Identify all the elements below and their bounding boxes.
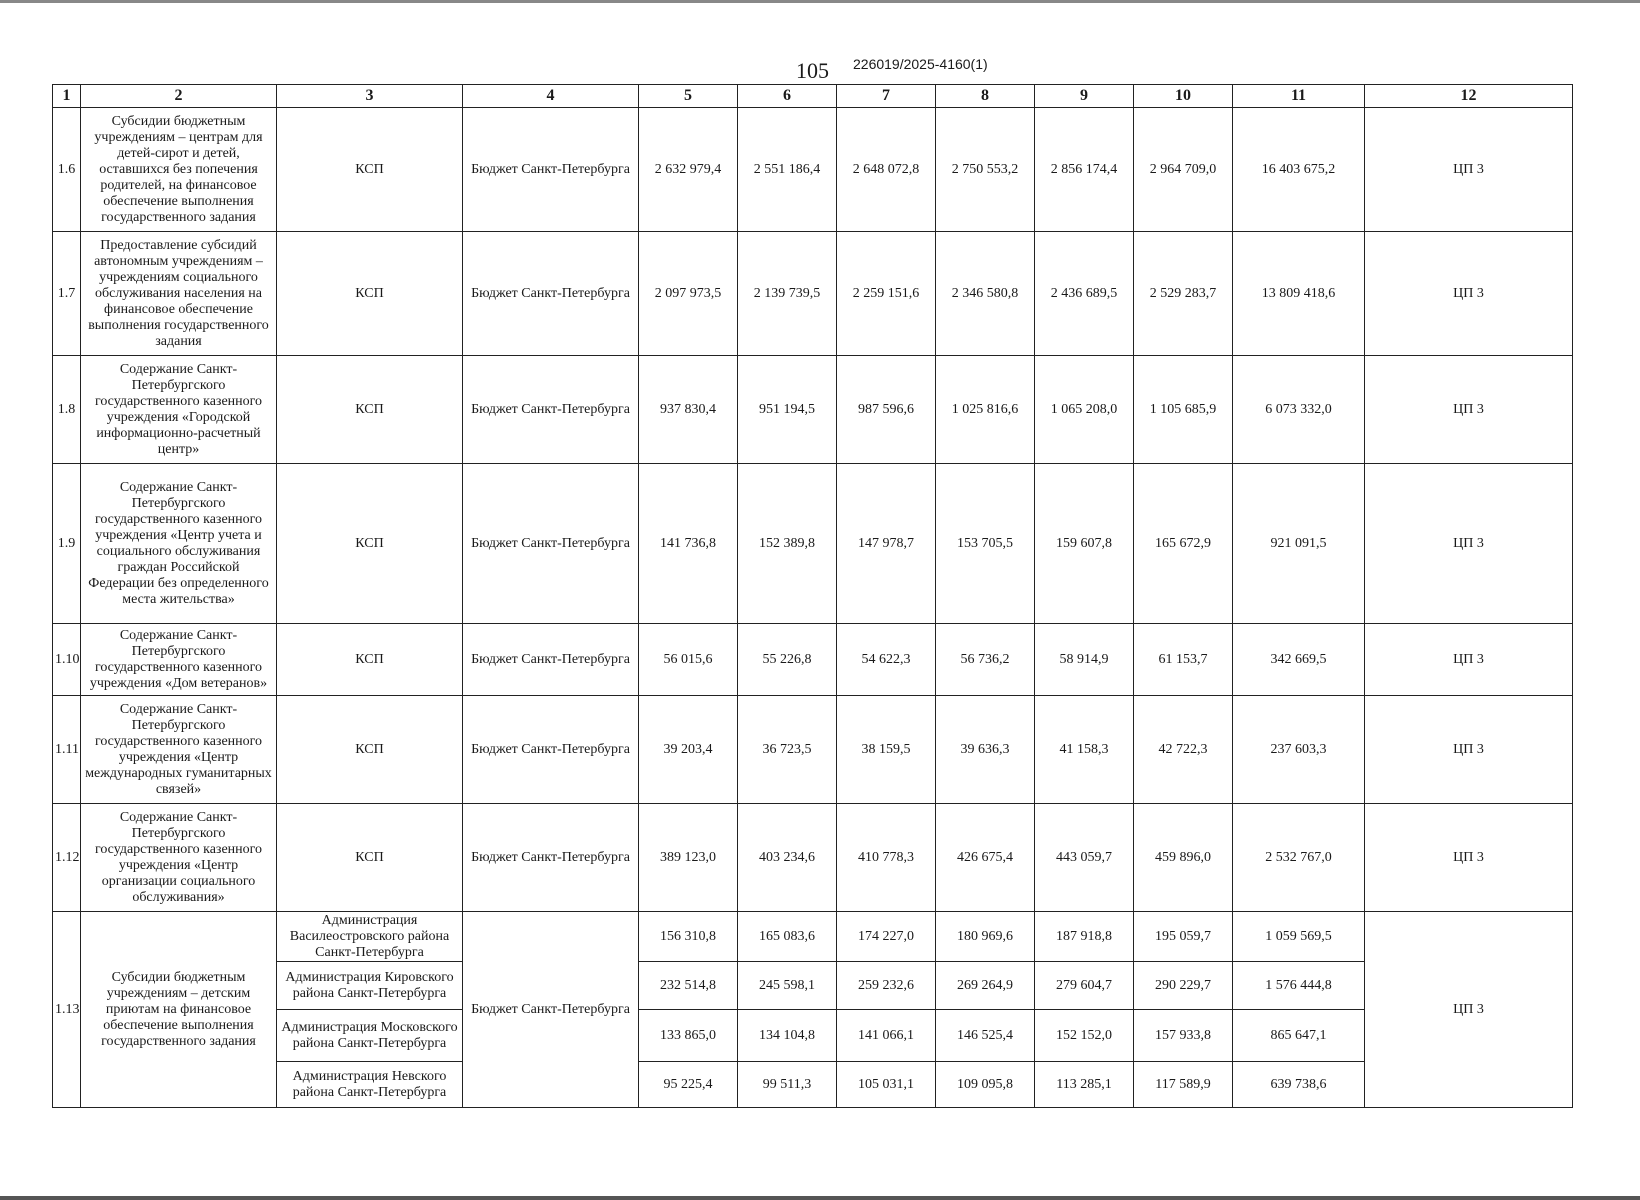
- value-col10: 2 964 709,0: [1134, 108, 1233, 232]
- value-col8: 180 969,6: [936, 912, 1035, 962]
- value-col5: 2 097 973,5: [639, 232, 738, 356]
- program-code: ЦП 3: [1365, 696, 1573, 804]
- value-col5: 156 310,8: [639, 912, 738, 962]
- value-col6: 2 139 739,5: [738, 232, 837, 356]
- value-col7: 105 031,1: [837, 1062, 936, 1108]
- value-col9: 1 065 208,0: [1035, 356, 1134, 464]
- row-number: 1.10: [53, 624, 81, 696]
- row-number: 1.7: [53, 232, 81, 356]
- value-col6: 55 226,8: [738, 624, 837, 696]
- value-col6: 951 194,5: [738, 356, 837, 464]
- column-header: 8: [936, 85, 1035, 108]
- row-executor: Администрация Василеостровского района Санкт-Петербурга: [277, 912, 463, 962]
- row-number: 1.9: [53, 464, 81, 624]
- value-col8: 2 346 580,8: [936, 232, 1035, 356]
- value-col9: 41 158,3: [1035, 696, 1134, 804]
- program-code: ЦП 3: [1365, 912, 1573, 1108]
- row-number: 1.6: [53, 108, 81, 232]
- program-code: ЦП 3: [1365, 356, 1573, 464]
- value-total: 865 647,1: [1233, 1010, 1365, 1062]
- value-col7: 259 232,6: [837, 962, 936, 1010]
- value-col9: 2 436 689,5: [1035, 232, 1134, 356]
- column-header: 1: [53, 85, 81, 108]
- table-row-group: [53, 1062, 1573, 1108]
- value-col7: 410 778,3: [837, 804, 936, 912]
- row-description: Субсидии бюджетным учреждениям – детским приютам на финансовое обеспечение выполнения государственного задания: [81, 912, 277, 1108]
- value-col10: 290 229,7: [1134, 962, 1233, 1010]
- document-code: 226019/2025-4160(1): [853, 56, 988, 72]
- value-col9: 159 607,8: [1035, 464, 1134, 624]
- value-col8: 426 675,4: [936, 804, 1035, 912]
- column-header: 10: [1134, 85, 1233, 108]
- value-col9: 113 285,1: [1035, 1062, 1134, 1108]
- budget-table-container: [52, 84, 1572, 1108]
- value-col10: 42 722,3: [1134, 696, 1233, 804]
- value-col5: 56 015,6: [639, 624, 738, 696]
- value-col9: 58 914,9: [1035, 624, 1134, 696]
- table-row: [53, 696, 1573, 804]
- row-description: Содержание Санкт-Петербургского государственного казенного учреждения «Городской информационно-расчетный центр»: [81, 356, 277, 464]
- value-total: 342 669,5: [1233, 624, 1365, 696]
- column-header: 12: [1365, 85, 1573, 108]
- program-code: ЦП 3: [1365, 232, 1573, 356]
- column-header: 6: [738, 85, 837, 108]
- row-funding-source: Бюджет Санкт-Петербурга: [463, 356, 639, 464]
- value-total: 237 603,3: [1233, 696, 1365, 804]
- row-funding-source: Бюджет Санкт-Петербурга: [463, 696, 639, 804]
- program-code: ЦП 3: [1365, 464, 1573, 624]
- scan-edge-top: [0, 0, 1640, 3]
- row-number: 1.8: [53, 356, 81, 464]
- column-header: 11: [1233, 85, 1365, 108]
- row-funding-source: Бюджет Санкт-Петербурга: [463, 464, 639, 624]
- value-col7: 38 159,5: [837, 696, 936, 804]
- row-executor: Администрация Московского района Санкт-Петербурга: [277, 1010, 463, 1062]
- value-col10: 117 589,9: [1134, 1062, 1233, 1108]
- table-row: [53, 232, 1573, 356]
- row-executor: КСП: [277, 696, 463, 804]
- value-col7: 2 259 151,6: [837, 232, 936, 356]
- row-executor: КСП: [277, 804, 463, 912]
- value-col6: 2 551 186,4: [738, 108, 837, 232]
- value-col7: 2 648 072,8: [837, 108, 936, 232]
- row-executor: КСП: [277, 108, 463, 232]
- value-col10: 195 059,7: [1134, 912, 1233, 962]
- value-col10: 157 933,8: [1134, 1010, 1233, 1062]
- row-executor: КСП: [277, 232, 463, 356]
- row-description: Содержание Санкт-Петербургского государственного казенного учреждения «Центр международных гуманитарных связей»: [81, 696, 277, 804]
- row-funding-source: Бюджет Санкт-Петербурга: [463, 624, 639, 696]
- value-col7: 987 596,6: [837, 356, 936, 464]
- value-col5: 95 225,4: [639, 1062, 738, 1108]
- value-total: 13 809 418,6: [1233, 232, 1365, 356]
- row-number: 1.11: [53, 696, 81, 804]
- value-col7: 141 066,1: [837, 1010, 936, 1062]
- table-row: [53, 464, 1573, 624]
- row-number: 1.13: [53, 912, 81, 1108]
- value-col10: 1 105 685,9: [1134, 356, 1233, 464]
- value-col9: 187 918,8: [1035, 912, 1134, 962]
- budget-table: [52, 84, 1573, 1108]
- column-header: 7: [837, 85, 936, 108]
- value-col9: 2 856 174,4: [1035, 108, 1134, 232]
- table-row: [53, 108, 1573, 232]
- column-header: 3: [277, 85, 463, 108]
- table-row-group: [53, 962, 1573, 1010]
- row-description: Содержание Санкт-Петербургского государственного казенного учреждения «Центр организации социального обслуживания»: [81, 804, 277, 912]
- row-description: Предоставление субсидий автономным учреждениям – учреждениям социального обслуживания населения на финансовое обеспечение выполнения государственного задания: [81, 232, 277, 356]
- value-col6: 245 598,1: [738, 962, 837, 1010]
- table-row: [53, 624, 1573, 696]
- value-col7: 174 227,0: [837, 912, 936, 962]
- value-col10: 2 529 283,7: [1134, 232, 1233, 356]
- value-col8: 146 525,4: [936, 1010, 1035, 1062]
- value-col8: 39 636,3: [936, 696, 1035, 804]
- row-funding-source: Бюджет Санкт-Петербурга: [463, 804, 639, 912]
- table-row: [53, 804, 1573, 912]
- value-col7: 147 978,7: [837, 464, 936, 624]
- value-total: 1 059 569,5: [1233, 912, 1365, 962]
- value-col6: 36 723,5: [738, 696, 837, 804]
- value-total: 2 532 767,0: [1233, 804, 1365, 912]
- row-funding-source: Бюджет Санкт-Петербурга: [463, 108, 639, 232]
- value-col5: 141 736,8: [639, 464, 738, 624]
- value-total: 6 073 332,0: [1233, 356, 1365, 464]
- value-col8: 2 750 553,2: [936, 108, 1035, 232]
- table-row-group: [53, 1010, 1573, 1062]
- value-col5: 232 514,8: [639, 962, 738, 1010]
- value-col10: 61 153,7: [1134, 624, 1233, 696]
- row-description: Содержание Санкт-Петербургского государственного казенного учреждения «Центр учета и социального обслуживания граждан Российской Федерации без определенного места жительства»: [81, 464, 277, 624]
- value-col8: 153 705,5: [936, 464, 1035, 624]
- scan-edge-bottom: [0, 1196, 1640, 1200]
- value-col8: 109 095,8: [936, 1062, 1035, 1108]
- value-col5: 133 865,0: [639, 1010, 738, 1062]
- value-col6: 152 389,8: [738, 464, 837, 624]
- value-col6: 403 234,6: [738, 804, 837, 912]
- value-col9: 443 059,7: [1035, 804, 1134, 912]
- row-number: 1.12: [53, 804, 81, 912]
- row-description: Содержание Санкт-Петербургского государственного казенного учреждения «Дом ветеранов»: [81, 624, 277, 696]
- row-funding-source: Бюджет Санкт-Петербурга: [463, 232, 639, 356]
- program-code: ЦП 3: [1365, 804, 1573, 912]
- page-number: 105: [796, 58, 829, 83]
- header-row: [53, 85, 1573, 108]
- row-executor: КСП: [277, 356, 463, 464]
- value-col9: 279 604,7: [1035, 962, 1134, 1010]
- table-row: [53, 356, 1573, 464]
- value-total: 639 738,6: [1233, 1062, 1365, 1108]
- value-col8: 269 264,9: [936, 962, 1035, 1010]
- value-col6: 165 083,6: [738, 912, 837, 962]
- column-header: 9: [1035, 85, 1134, 108]
- value-col6: 134 104,8: [738, 1010, 837, 1062]
- row-executor: Администрация Невского района Санкт-Петербурга: [277, 1062, 463, 1108]
- value-col8: 56 736,2: [936, 624, 1035, 696]
- table-row-group-first: [53, 912, 1573, 962]
- value-total: 16 403 675,2: [1233, 108, 1365, 232]
- row-executor: КСП: [277, 624, 463, 696]
- row-executor: КСП: [277, 464, 463, 624]
- value-col10: 459 896,0: [1134, 804, 1233, 912]
- value-total: 921 091,5: [1233, 464, 1365, 624]
- column-header: 4: [463, 85, 639, 108]
- value-col8: 1 025 816,6: [936, 356, 1035, 464]
- value-col10: 165 672,9: [1134, 464, 1233, 624]
- column-header: 5: [639, 85, 738, 108]
- value-col5: 937 830,4: [639, 356, 738, 464]
- row-funding-source: Бюджет Санкт-Петербурга: [463, 912, 639, 1108]
- value-col5: 39 203,4: [639, 696, 738, 804]
- value-col6: 99 511,3: [738, 1062, 837, 1108]
- value-col7: 54 622,3: [837, 624, 936, 696]
- column-header: 2: [81, 85, 277, 108]
- row-executor: Администрация Кировского района Санкт-Петербурга: [277, 962, 463, 1010]
- value-total: 1 576 444,8: [1233, 962, 1365, 1010]
- value-col9: 152 152,0: [1035, 1010, 1134, 1062]
- row-description: Субсидии бюджетным учреждениям – центрам для детей-сирот и детей, оставшихся без попечения родителей, на финансовое обеспечение выполнения государственного задания: [81, 108, 277, 232]
- value-col5: 2 632 979,4: [639, 108, 738, 232]
- program-code: ЦП 3: [1365, 624, 1573, 696]
- value-col5: 389 123,0: [639, 804, 738, 912]
- program-code: ЦП 3: [1365, 108, 1573, 232]
